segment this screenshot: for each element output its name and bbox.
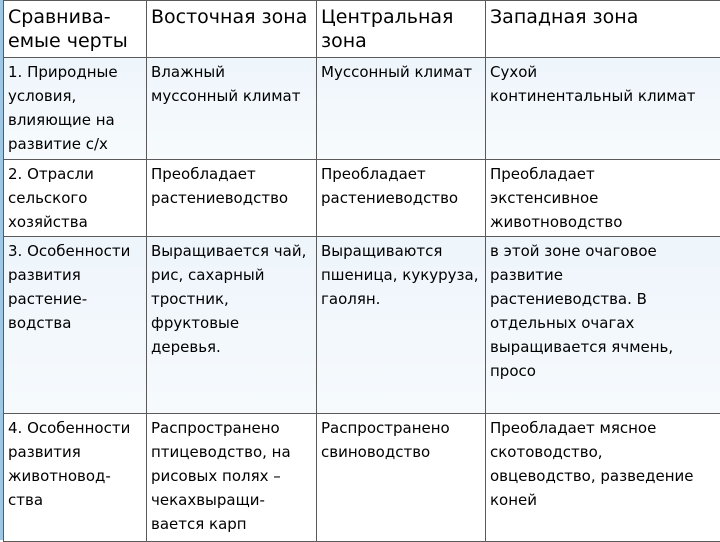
cell-east: Влажный муссонный климат (147, 58, 317, 160)
cell-east: Распространено птицеводство, на рисовых полях – чекахвыращи- вается карп (147, 414, 317, 542)
header-central-zone: Центральная зона (317, 1, 486, 58)
row-label: 4. Особенности развития животновод- ства (4, 414, 147, 542)
table-row (4, 414, 720, 542)
header-west-zone: Западная зона (486, 1, 720, 58)
header-east-zone: Восточная зона (147, 1, 317, 58)
row-label: 1. Природные условия, влияющие на развитие с/х (4, 58, 147, 160)
comparison-table (3, 0, 720, 542)
cell-west: Преобладает мясное скотоводство, овцеводство, разведение коней (486, 414, 720, 542)
cell-west: Преобладает экстенсивное животноводство (486, 160, 720, 237)
cell-east: Выращивается чай, рис, сахарный тростник, фруктовые деревья. (147, 237, 317, 414)
cell-central: Муссонный климат (317, 58, 486, 160)
cell-west: в этой зоне очаговое развитие растениеводства. В отдельных очагах выращивается ячмень, просо (486, 237, 720, 414)
row-label: 3. Особенности развития растение- водства (4, 237, 147, 414)
cell-central: Распространено свиноводство (317, 414, 486, 542)
cell-east: Преобладает растениеводство (147, 160, 317, 237)
header-row (4, 1, 720, 58)
table-row (4, 160, 720, 237)
row-label: 2. Отрасли сельского хозяйства (4, 160, 147, 237)
cell-west: Сухой континентальный климат (486, 58, 720, 160)
header-features: Сравнива- емые черты (4, 1, 147, 58)
cell-central: Выращиваются пшеница, кукуруза, гаолян. (317, 237, 486, 414)
cell-central: Преобладает растениеводство (317, 160, 486, 237)
table-row (4, 58, 720, 160)
table-row (4, 237, 720, 414)
